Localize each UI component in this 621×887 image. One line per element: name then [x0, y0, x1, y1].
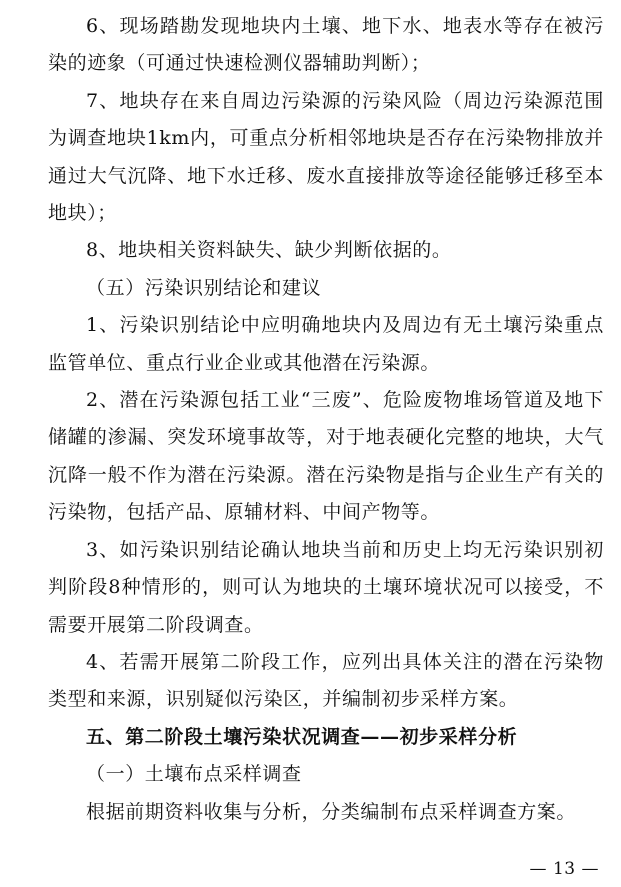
chapter-heading: 五、第二阶段土壤污染状况调查——初步采样分析: [86, 725, 518, 748]
paragraph-item-7: 7、地块存在来自周边污染源的污染风险（周边污染源范围为调查地块1km内，可重点分析相邻地块是否存在污染物排放并通过大气沉降、地下水迁移、废水直接排放等途径能够迁移至本地块）；: [48, 89, 604, 225]
conclusion-item-4: 4、若需开展第二阶段工作，应列出具体关注的潜在污染物类型和来源，识别疑似污染区，并编制初步采样方案。: [48, 650, 604, 711]
section-heading-five: （五）污染识别结论和建议: [86, 276, 322, 299]
conclusion-item-1: 1、污染识别结论中应明确地块内及周边有无土壤污染重点监管单位、重点行业企业或其他潜在污染源。: [48, 314, 604, 374]
page-number: — 13 —: [529, 859, 599, 879]
final-paragraph: 根据前期资料收集与分析，分类编制布点采样调查方案。: [86, 800, 577, 823]
conclusion-item-3: 3、如污染识别结论确认地块当前和历史上均无污染识别初判阶段8种情形的，则可认为地块的土壤环境状况可以接受，不需要开展第二阶段调查。: [48, 538, 604, 636]
subsection-heading: （一）土壤布点采样调查: [86, 763, 302, 786]
document-body: [48, 8, 604, 831]
paragraph-item-6: 6、现场踏勘发现地块内土壤、地下水、地表水等存在被污染的迹象（可通过快速检测仪器辅助判断）；: [48, 15, 604, 75]
conclusion-item-2: 2、潜在污染源包括工业“三废”、危险废物堆场管道及地下储罐的渗漏、突发环境事故等，对于地表硬化完整的地块，大气沉降一般不作为潜在污染源。潜在污染物是指与企业生产有关的污染物，包括产品、原辅材料、中间产物等。: [48, 389, 604, 524]
paragraph-item-8: 8、地块相关资料缺失、缺少判断依据的。: [86, 239, 452, 262]
